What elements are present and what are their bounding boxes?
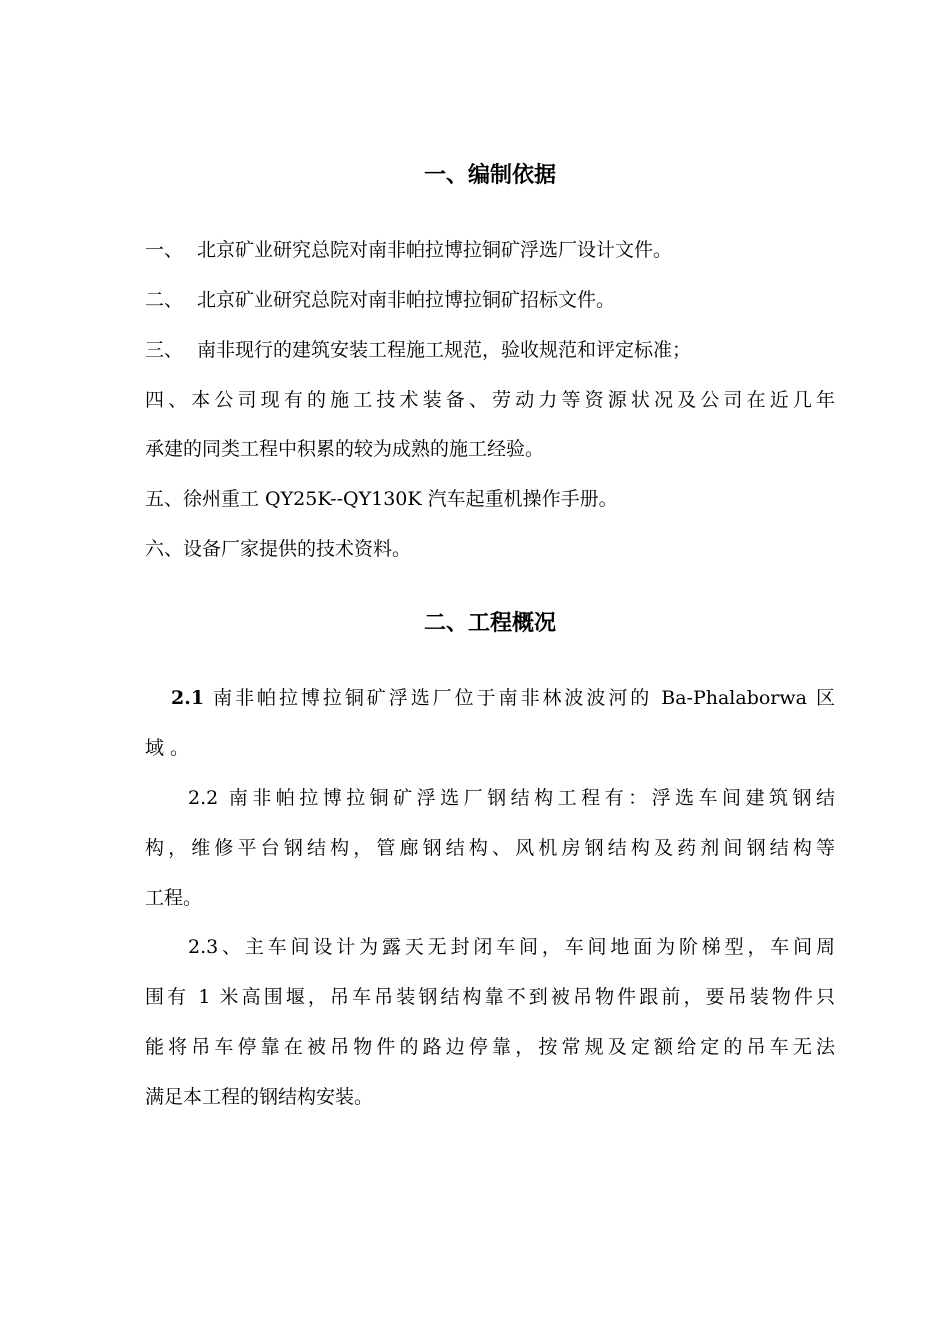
overview-para-3-line-4: 满足本工程的钢结构安装。 [145, 1086, 374, 1108]
basis-item-3 [145, 336, 691, 364]
basis-item-6: 六、设备厂家提供的技术资料。 [145, 538, 412, 560]
basis-item-2-num: 二、 [145, 289, 184, 311]
basis-item-1-text: 北京矿业研究总院对南非帕拉博拉铜矿浮选厂设计文件。 [197, 239, 673, 261]
basis-item-4-line-1: 四、本公司现有的施工技术装备、劳动力等资源状况及公司在近几年 [145, 389, 835, 411]
basis-item-3-text: 南非现行的建筑安装工程施工规范，验收规范和评定标准； [197, 339, 692, 361]
overview-para-1-line-1 [171, 684, 835, 712]
overview-para-1-number: 2.1 [171, 687, 205, 709]
overview-para-3-line-3: 能将吊车停靠在被吊物件的路边停靠，按常规及定额给定的吊车无法 [145, 1036, 835, 1058]
section-1-title: 一、编制依据 [423, 163, 556, 188]
basis-item-1 [145, 236, 672, 264]
basis-item-2 [145, 286, 615, 314]
basis-item-1-num: 一、 [145, 239, 184, 261]
overview-para-2-line-1: 2.2 南非帕拉博拉铜矿浮选厂钢结构工程有：浮选车间建筑钢结 [188, 787, 835, 809]
basis-item-5: 五、徐州重工 QY25K--QY130K 汽车起重机操作手册。 [145, 488, 618, 510]
overview-para-1-text: 南非帕拉博拉铜矿浮选厂位于南非林波波河的 Ba-Phalaborwa 区 [213, 687, 835, 709]
section-2-title: 二、工程概况 [423, 611, 556, 636]
basis-item-2-text: 北京矿业研究总院对南非帕拉博拉铜矿招标文件。 [197, 289, 616, 311]
overview-para-1-line-2: 域 。 [145, 737, 190, 759]
overview-para-2-line-3: 工程。 [145, 887, 203, 909]
basis-item-4-line-2: 承建的同类工程中积累的较为成熟的施工经验。 [145, 438, 545, 460]
overview-para-3-line-2: 围有 1 米高围堰，吊车吊装钢结构靠不到被吊物件跟前，要吊装物件只 [145, 986, 835, 1008]
overview-para-2-line-2: 构，维修平台钢结构，管廊钢结构、风机房钢结构及药剂间钢结构等 [145, 837, 835, 859]
overview-para-3-line-1: 2.3、主车间设计为露天无封闭车间，车间地面为阶梯型，车间周 [188, 936, 835, 958]
basis-item-3-num: 三、 [145, 339, 184, 361]
